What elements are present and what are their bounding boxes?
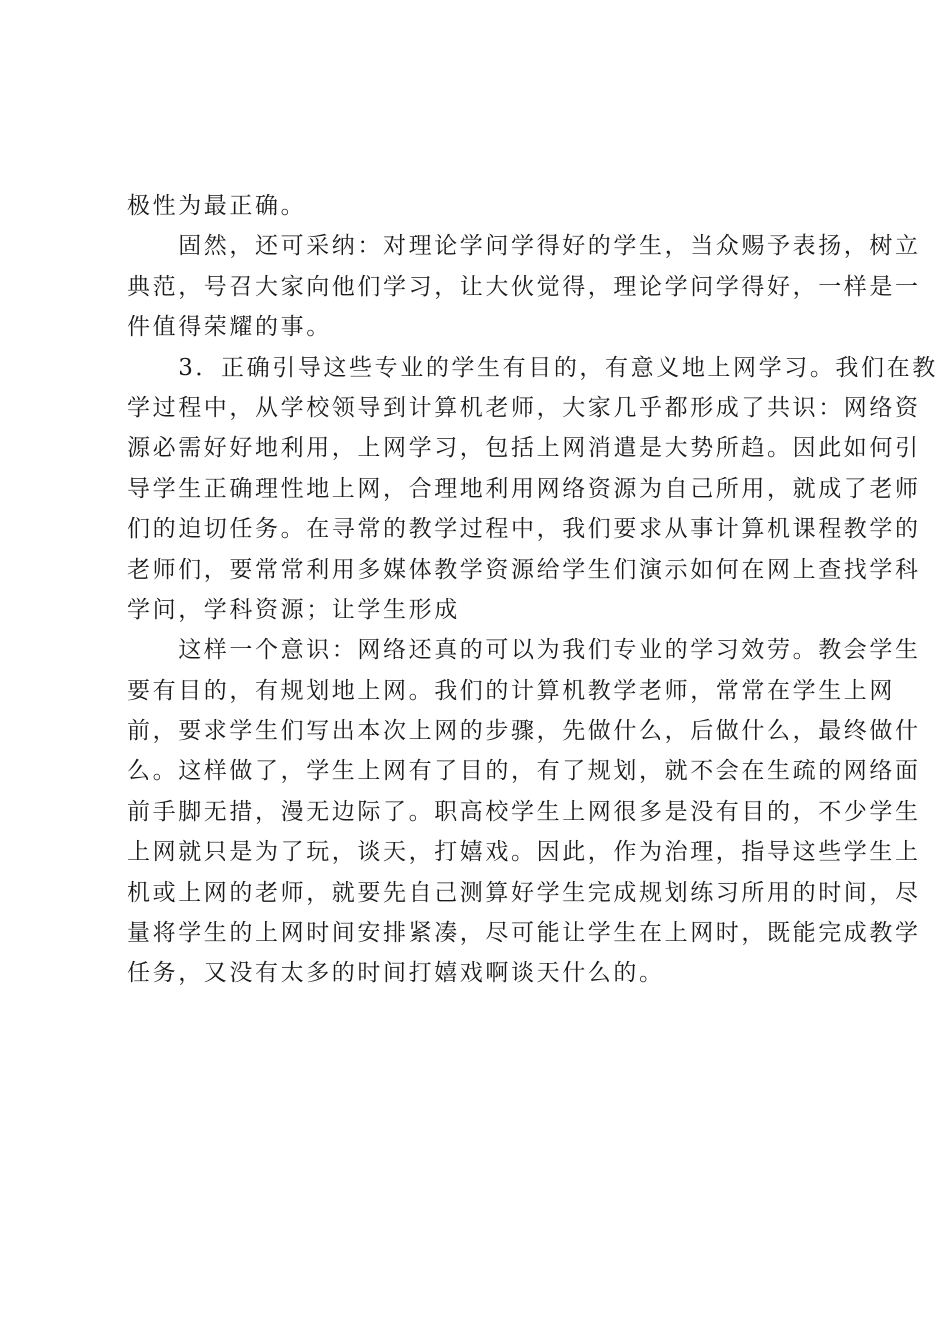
text-line: 量将学生的上网时间安排紧凑，尽可能让学生在上网时，既能完成教学 xyxy=(127,920,921,947)
text-line: 要有目的，有规划地上网。我们的计算机教学老师，常常在学生上网 xyxy=(127,677,895,704)
paragraph-4 xyxy=(127,630,921,994)
text-line: 们的迫切任务。在寻常的教学过程中，我们要求从事计算机课程教学的 xyxy=(127,516,921,543)
text-line: 学过程中，从学校领导到计算机老师，大家几乎都形成了共识：网络资 xyxy=(127,394,921,421)
text-line: 机或上网的老师，就要先自己测算好学生完成规划练习所用的时间，尽 xyxy=(127,879,921,906)
text-line: 极性为最正确。 xyxy=(127,193,307,219)
document-body xyxy=(127,186,938,994)
text-line: 前手脚无措，漫无边际了。职高校学生上网很多是没有目的，不少学生 xyxy=(127,798,921,825)
text-line: 老师们，要常常利用多媒体教学资源给学生们演示如何在网上查找学科 xyxy=(127,556,921,583)
text-line: 学问，学科资源；让学生形成 xyxy=(127,596,460,623)
text-line: 任务，又没有太多的时间打嬉戏啊谈天什么的。 xyxy=(127,960,665,987)
paragraph-2 xyxy=(127,226,921,347)
text-line: 么。这样做了，学生上网有了目的，有了规划，就不会在生疏的网络面 xyxy=(127,758,921,785)
paragraph-1 xyxy=(127,186,833,226)
text-line: 前，要求学生们写出本次上网的步骤，先做什么，后做什么，最终做什 xyxy=(127,718,921,745)
text-line: 上网就只是为了玩，谈天，打嬉戏。因此，作为治理，指导这些学生上 xyxy=(127,839,921,866)
text-line: 固然，还可采纳：对理论学问学得好的学生，当众赐予表扬，树立 xyxy=(127,233,921,260)
paragraph-3 xyxy=(127,348,938,631)
text-line: 这样一个意识：网络还真的可以为我们专业的学习效劳。教会学生 xyxy=(127,637,921,664)
text-line: 3．正确引导这些专业的学生有目的，有意义地上网学习。我们在教 xyxy=(127,354,938,381)
text-line: 导学生正确理性地上网，合理地利用网络资源为自己所用，就成了老师 xyxy=(127,475,921,502)
text-line: 典范，号召大家向他们学习，让大伙觉得，理论学问学得好，一样是一 xyxy=(127,273,921,300)
text-line: 件值得荣耀的事。 xyxy=(127,314,332,341)
text-line: 源必需好好地利用，上网学习，包括上网消遣是大势所趋。因此如何引 xyxy=(127,435,921,462)
